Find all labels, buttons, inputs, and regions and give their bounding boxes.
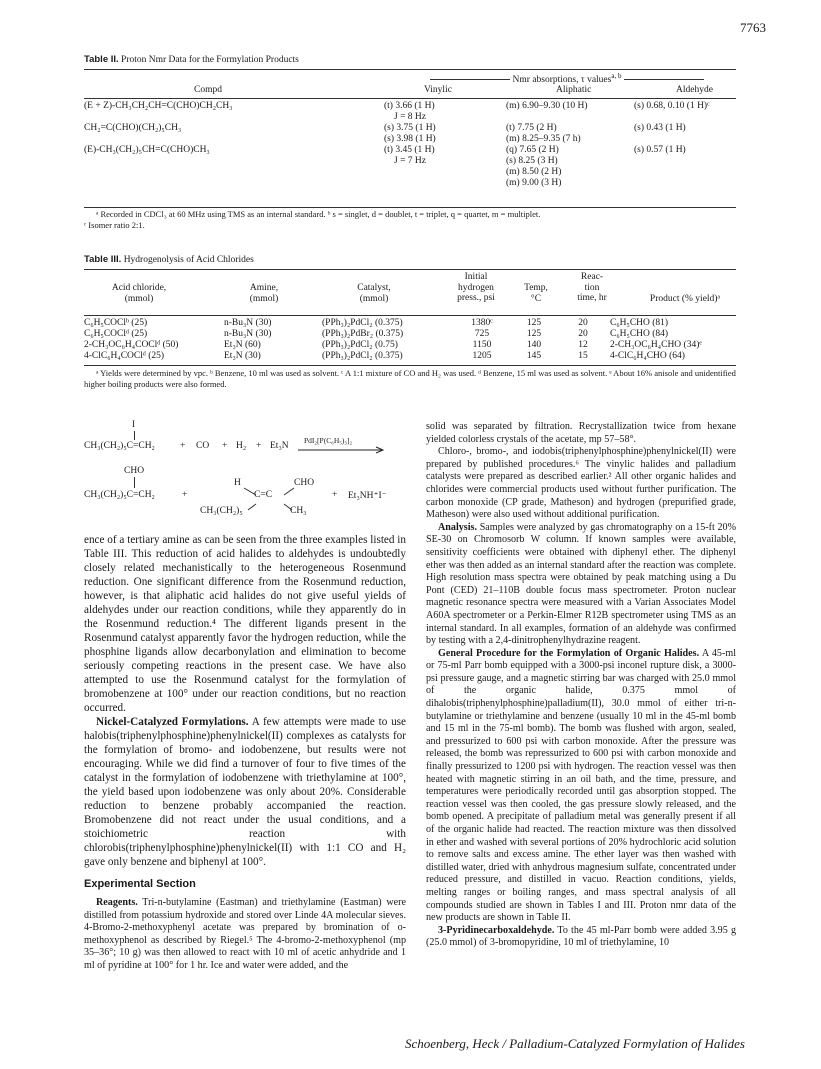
reaction-arrow-icon bbox=[298, 446, 386, 454]
table2-cell-compd: (E + Z)-CH₃CH₂CH=C(CHO)CH₂CH₃ bbox=[84, 101, 233, 111]
table3-cell: 20 bbox=[578, 318, 588, 328]
scheme-cho: CHO bbox=[124, 466, 145, 476]
scheme-h: H bbox=[234, 478, 241, 488]
table3-cell: 12 bbox=[578, 340, 588, 350]
table3-cell: (PPh₃)₂PdCl₂ (0.75) bbox=[322, 340, 398, 350]
table2-cell-compd: (E)-CH₃(CH₂)₅CH=C(CHO)CH₃ bbox=[84, 145, 210, 155]
table2-cell-aliphatic: (m) 8.50 (2 H) bbox=[506, 167, 562, 177]
scheme-vinyl-iodide: CH₃(CH₂)₅C=CH₂ bbox=[84, 441, 155, 451]
table3-top-rule bbox=[84, 269, 736, 270]
table3-cell: C₆H₅CHO (84) bbox=[610, 329, 669, 339]
table3-cell: 125 bbox=[526, 318, 542, 328]
scheme-et3n: Et₃N bbox=[270, 441, 289, 451]
paragraph bbox=[84, 897, 406, 973]
table3-cell: n-Bu₃N (30) bbox=[224, 329, 272, 339]
table3-cell: (PPh₃)₂PdBr₂ (0.375) bbox=[322, 329, 404, 339]
scheme-plus: + bbox=[180, 441, 186, 451]
table2-caption: Table II. Proton Nmr Data for the Formylation Products bbox=[84, 54, 299, 65]
paragraph-text: Samples were analyzed by gas chromatography on a 15-ft 20% SE-30 on Chromosorb W column. If known samples were available, sensitivity coefficients were obtained with diphenyl ether. The diphenyl ether was then added as an internal standard after the reaction was complete. High resolution mass spectra were obtained by peak matching using a Du Pont (CED) 21–110B double focus mass spectrometer. Proton nuclear magnetic resonance spectra were measured with a Varian Associates Model A60A spectrometer or a Perkin-Elmer R12B spectrometer using TMS as an internal standard. In all examples, formation of an aldehyde was confirmed by testing with a 2,4-dinitrophenylhydrazine reagent. bbox=[426, 521, 736, 647]
running-footer: Schoenberg, Heck / Palladium-Catalyzed Formylation of Halides bbox=[405, 1036, 745, 1051]
table3-cell: 1150 bbox=[472, 340, 492, 350]
table3-cell: C₆H₅CHO (81) bbox=[610, 318, 669, 328]
scheme-salt: Et₃NH⁺I⁻ bbox=[348, 491, 387, 501]
table3-header-time: Reac- tion time, hr bbox=[577, 272, 607, 303]
table-row bbox=[84, 101, 736, 123]
table2-header-rule bbox=[84, 98, 736, 99]
paragraph-heading: Reagents. bbox=[96, 897, 138, 908]
section-heading: Experimental Section bbox=[84, 878, 196, 890]
table3-cell: Et₃N (60) bbox=[224, 340, 261, 350]
table-row bbox=[84, 123, 736, 145]
table2-cell-aliphatic: (s) 8.25 (3 H) bbox=[506, 156, 558, 166]
table2-cell-vinylic: (t) 3.66 (1 H) bbox=[384, 101, 435, 111]
table3-cell: n-Bu₃N (30) bbox=[224, 318, 272, 328]
table3-cell: C₆H₅COClᵇ (25) bbox=[84, 318, 148, 328]
left-column bbox=[84, 533, 406, 973]
table2-cell-aliphatic: (q) 7.65 (2 H) bbox=[506, 145, 559, 155]
table2-cell-aldehyde: (s) 0.57 (1 H) bbox=[634, 145, 686, 155]
paragraph-text: A few attempts were made to use halobis(triphenylphosphine)phenylnickel(II) complexes as catalysts for the formylation of bromo- and iodobenzene, but results were not encouraging. While we did find a turnover of four to five times of the catalyst in the formylation of iodobenzene with triethylamine at 100°, the yield based upon iodobenzene was only about 20%. Considerable reduction to benzene probably accompanied the reaction. Bromobenzene did not react under the usual conditions, and a stoichiometric reaction with chlorobis(triphenylphosphine)phenylnickel(II) with 1:1 CO and H₂ gave only benzene and biphenyl at 100°. bbox=[84, 716, 406, 868]
table3-header-product: Product (% yield)ᵃ bbox=[649, 294, 721, 304]
table3-cell: 125 bbox=[526, 329, 542, 339]
scheme-alkyl: CH₃(CH₂)₅ bbox=[200, 506, 243, 516]
table3-cell: 2-CH₃OC₆H₄COClᵈ (50) bbox=[84, 340, 179, 350]
table2-cell-aliphatic: (m) 9.00 (3 H) bbox=[506, 178, 562, 188]
scheme-plus: + bbox=[332, 490, 338, 500]
table2-footnote: ᶜ Isomer ratio 2:1. bbox=[84, 220, 145, 230]
table2-cell-vinylic: (s) 3.98 (1 H) bbox=[384, 134, 436, 144]
table2-header-aliphatic: Aliphatic bbox=[556, 85, 592, 95]
table3-header-acid: Acid chloride, (mmol) bbox=[111, 283, 167, 304]
paragraph bbox=[426, 648, 736, 925]
table2-cell-vinylic: J = 8 Hz bbox=[394, 112, 427, 122]
paragraph: solid was separated by filtration. Recrystallization twice from hexane yielded colorless crystals of the acetate, mp 57–58°. bbox=[426, 421, 736, 445]
table2-header-compd: Compd bbox=[194, 85, 222, 95]
table3-cell: 15 bbox=[578, 351, 588, 361]
table3-header-amine: Amine, (mmol) bbox=[249, 283, 279, 304]
table3-cell: 725 bbox=[474, 329, 490, 339]
scheme-product-1: CH₃(CH₂)₅C=CH₂ bbox=[84, 490, 155, 500]
table-row bbox=[84, 318, 736, 329]
scheme-iodine: I bbox=[132, 420, 136, 430]
table2-cell-aliphatic: (m) 6.90–9.30 (10 H) bbox=[506, 101, 588, 111]
table2-footnote: ᵃ Recorded in CDCl₃ at 60 MHz using TMS as an internal standard. ᵇ s = singlet, d = doublet, t = triplet, q = quartet, m = multiplet. bbox=[96, 209, 541, 219]
reaction-scheme bbox=[84, 420, 404, 532]
paragraph-text: To the 45 ml-Parr bomb were added 3.95 g (25.0 mmol) of 3-bromopyridine, 10 ml of triethylamine, 10 bbox=[426, 924, 736, 949]
table-row bbox=[84, 145, 736, 189]
table-row bbox=[84, 329, 736, 340]
table3-cell: (PPh₃)₂PdCl₂ (0.375) bbox=[322, 351, 403, 361]
scheme-cho: CHO bbox=[294, 478, 315, 488]
table2-cell-vinylic: J = 7 Hz bbox=[394, 156, 427, 166]
table2-cell-aldehyde: (s) 0.68, 0.10 (1 H)ᶜ bbox=[634, 101, 710, 111]
table3-header-temp: Temp, °C bbox=[524, 283, 548, 304]
table3-body bbox=[84, 318, 736, 362]
paragraph-text: A 45-ml or 75-ml Parr bomb equipped with a 3000-psi inconel rupture disk, a 3000-psi pressure gauge, and a magnetic stirring bar was charged with 25.0 mmol of the organic halide, 0.375 mmol of dihalobis(triphenylphosphine)palladium(II), 30.0 mmol of either tri-n-butylamine or triethylamine and benzene (usually 10 ml in the 45-ml bomb and 15 ml in the 75-ml bomb). The bomb was flushed with argon, sealed, and pressurized to 600 psi with carbon monoxide. After the pressure was released, the bomb was repressurized to 600 psi with carbon monoxide and finally pressurized to 1200 psi with hydrogen. The reaction vessel was then heated with magnetic stirring in an oil bath, and the time, pressure, and temperatures were periodically recorded until gas absorption stopped. The reaction vessel was then cooled, the gas pressure slowly released, and the bomb opened. A precipitate of palladium metal was generally present if all of the organic halide had reacted. The reaction mixture was then dissolved in ether and washed with several portions of 20% hydrochloric acid solution to remove salts and excess amine. The ether layer was then washed with distilled water, dried with anhydrous magnesium sulfate, concentrated under reduced pressure, and distilled in vacuo. Reaction conditions, yields, melting ranges or boiling ranges, and mass spectral analysis of all compounds studied are shown in Tables I and III. Proton nmr data of the new products are shown in Table II. bbox=[426, 647, 736, 924]
table3-cell: Et₃N (30) bbox=[224, 351, 261, 361]
table2-header-aldehyde: Aldehyde bbox=[676, 85, 713, 95]
table2-cell-aldehyde: (s) 0.43 (1 H) bbox=[634, 123, 686, 133]
table-row bbox=[84, 340, 736, 351]
table3-header-catalyst: Catalyst, (mmol) bbox=[357, 283, 391, 304]
table2-cell-aliphatic: (t) 7.75 (2 H) bbox=[506, 123, 557, 133]
table2-cell-vinylic: (t) 3.45 (1 H) bbox=[384, 145, 435, 155]
table2-footnotes bbox=[84, 209, 736, 231]
paragraph-text: Tri-n-butylamine (Eastman) and triethylamine (Eastman) were distilled from potassium hydroxide and stored over Linde 4A molecular sieves. 4-Bromo-2-methoxyphenyl acetate was prepared by bromination of o-methoxyphenol as described by Riegel.⁵ The 4-bromo-2-methoxyphenol (mp 35–36°; 10 g) was then allowed to react with 10 ml of acetic anhydride and 1 ml of pyridine at 100° for 1 hr. Ice and water were added, and the bbox=[84, 897, 406, 971]
paragraph-heading: Analysis. bbox=[438, 521, 477, 533]
table2-cell-compd: CH₂=C(CHO)(CH₂)₅CH₃ bbox=[84, 123, 182, 133]
right-column bbox=[426, 421, 736, 950]
paragraph: Chloro-, bromo-, and iodobis(triphenylphosphine)phenylnickel(II) were prepared by published procedures.⁶ The vinylic halides and palladium catalysts were prepared as described earlier.² All other organic halides and chlorides were commercial products used without further purification. The carbon monoxide (CP grade, Matheson) and hydrogen (prepurified grade, Matheson) were also used without additional purification. bbox=[426, 446, 736, 521]
paragraph bbox=[426, 522, 736, 648]
paragraph: ence of a tertiary amine as can be seen from the three examples listed in Table III. This reduction of acid halides to aldehydes is undoubtedly closely related mechanistically to the heterogeneous Rosenmund reduction. One significant difference from the Rosenmund reduction, however, is that aliphatic acid halides do not give useful yields of aldehydes under our reaction conditions, while they apparently do in the Rosenmund reduction.⁴ The different ligands present in the Rosenmund catalyst apparently favor the hydrogen reduction, while the phosphine ligands allow decarbonylation and elimination to become seriously competing reactions in the present case. We have also attempted to use the Rosenmund catalyst for the formylation of bromobenzene at 100° under our reaction conditions, but no reaction occurred. bbox=[84, 534, 406, 714]
table2-bottom-rule bbox=[84, 207, 736, 208]
table2-body bbox=[84, 101, 736, 189]
scheme-catalyst: PdI₂[P(C₆H₅)₃]₂ bbox=[304, 436, 353, 445]
table2-cell-vinylic: (s) 3.75 (1 H) bbox=[384, 123, 436, 133]
table3-bottom-rule bbox=[84, 365, 736, 366]
table3-cell: (PPh₃)₂PdCl₂ (0.375) bbox=[322, 318, 403, 328]
table3-cell: 4-ClC₆H₄CHO (64) bbox=[610, 351, 685, 361]
scheme-methyl: CH₃ bbox=[290, 506, 307, 516]
scheme-plus: + bbox=[222, 441, 228, 451]
table3-cell: 145 bbox=[526, 351, 542, 361]
table2-top-rule bbox=[84, 69, 736, 70]
scheme-cc: C=C bbox=[254, 490, 273, 500]
table3-cell: 1205 bbox=[472, 351, 492, 361]
paragraph-heading: 3-Pyridinecarboxaldehyde. bbox=[438, 924, 555, 936]
scheme-plus: + bbox=[256, 441, 262, 451]
scheme-co: CO bbox=[196, 441, 210, 451]
table3-cell: 4-ClC₆H₄COClᵈ (25) bbox=[84, 351, 165, 361]
table2-cell-aliphatic: (m) 8.25–9.35 (7 h) bbox=[506, 134, 581, 144]
paragraph-heading: Nickel-Catalyzed Formylations. bbox=[96, 716, 249, 728]
paragraph bbox=[84, 715, 406, 869]
table3-caption: Table III. Hydrogenolysis of Acid Chlorides bbox=[84, 254, 254, 265]
table2-header-vinylic: Vinylic bbox=[424, 85, 452, 95]
scheme-plus: + bbox=[182, 490, 188, 500]
paragraph-heading: General Procedure for the Formylation of Organic Halides. bbox=[438, 647, 700, 659]
table2-group-header: Nmr absorptions, τ values$^{a, b}$ bbox=[398, 72, 736, 85]
page-number: 7763 bbox=[740, 20, 766, 35]
table3-cell: 140 bbox=[526, 340, 542, 350]
table3-cell: 1380ᶜ bbox=[471, 318, 493, 328]
table3-header-row bbox=[84, 272, 736, 312]
table3-cell: C₆H₅COClᵈ (25) bbox=[84, 329, 148, 339]
table-row bbox=[84, 351, 736, 362]
table3-header-rule bbox=[84, 315, 736, 316]
scheme-h2: H₂ bbox=[236, 441, 247, 451]
table3-cell: 2-CH₃OC₆H₄CHO (34)ᵉ bbox=[610, 340, 702, 350]
paragraph bbox=[426, 925, 736, 950]
table3-cell: 20 bbox=[578, 329, 588, 339]
table3-header-pressure: Initial hydrogen press., psi bbox=[457, 272, 495, 303]
table3-footnote: ᵃ Yields were determined by vpc. ᵇ Benzene, 10 ml was used as solvent. ᶜ A 1:1 mixture of CO and H₂ was used. ᵈ Benzene, 15 ml was used as solvent. ᵉ About 16% anisole and unidentified higher boiling products were also formed. bbox=[84, 368, 736, 389]
